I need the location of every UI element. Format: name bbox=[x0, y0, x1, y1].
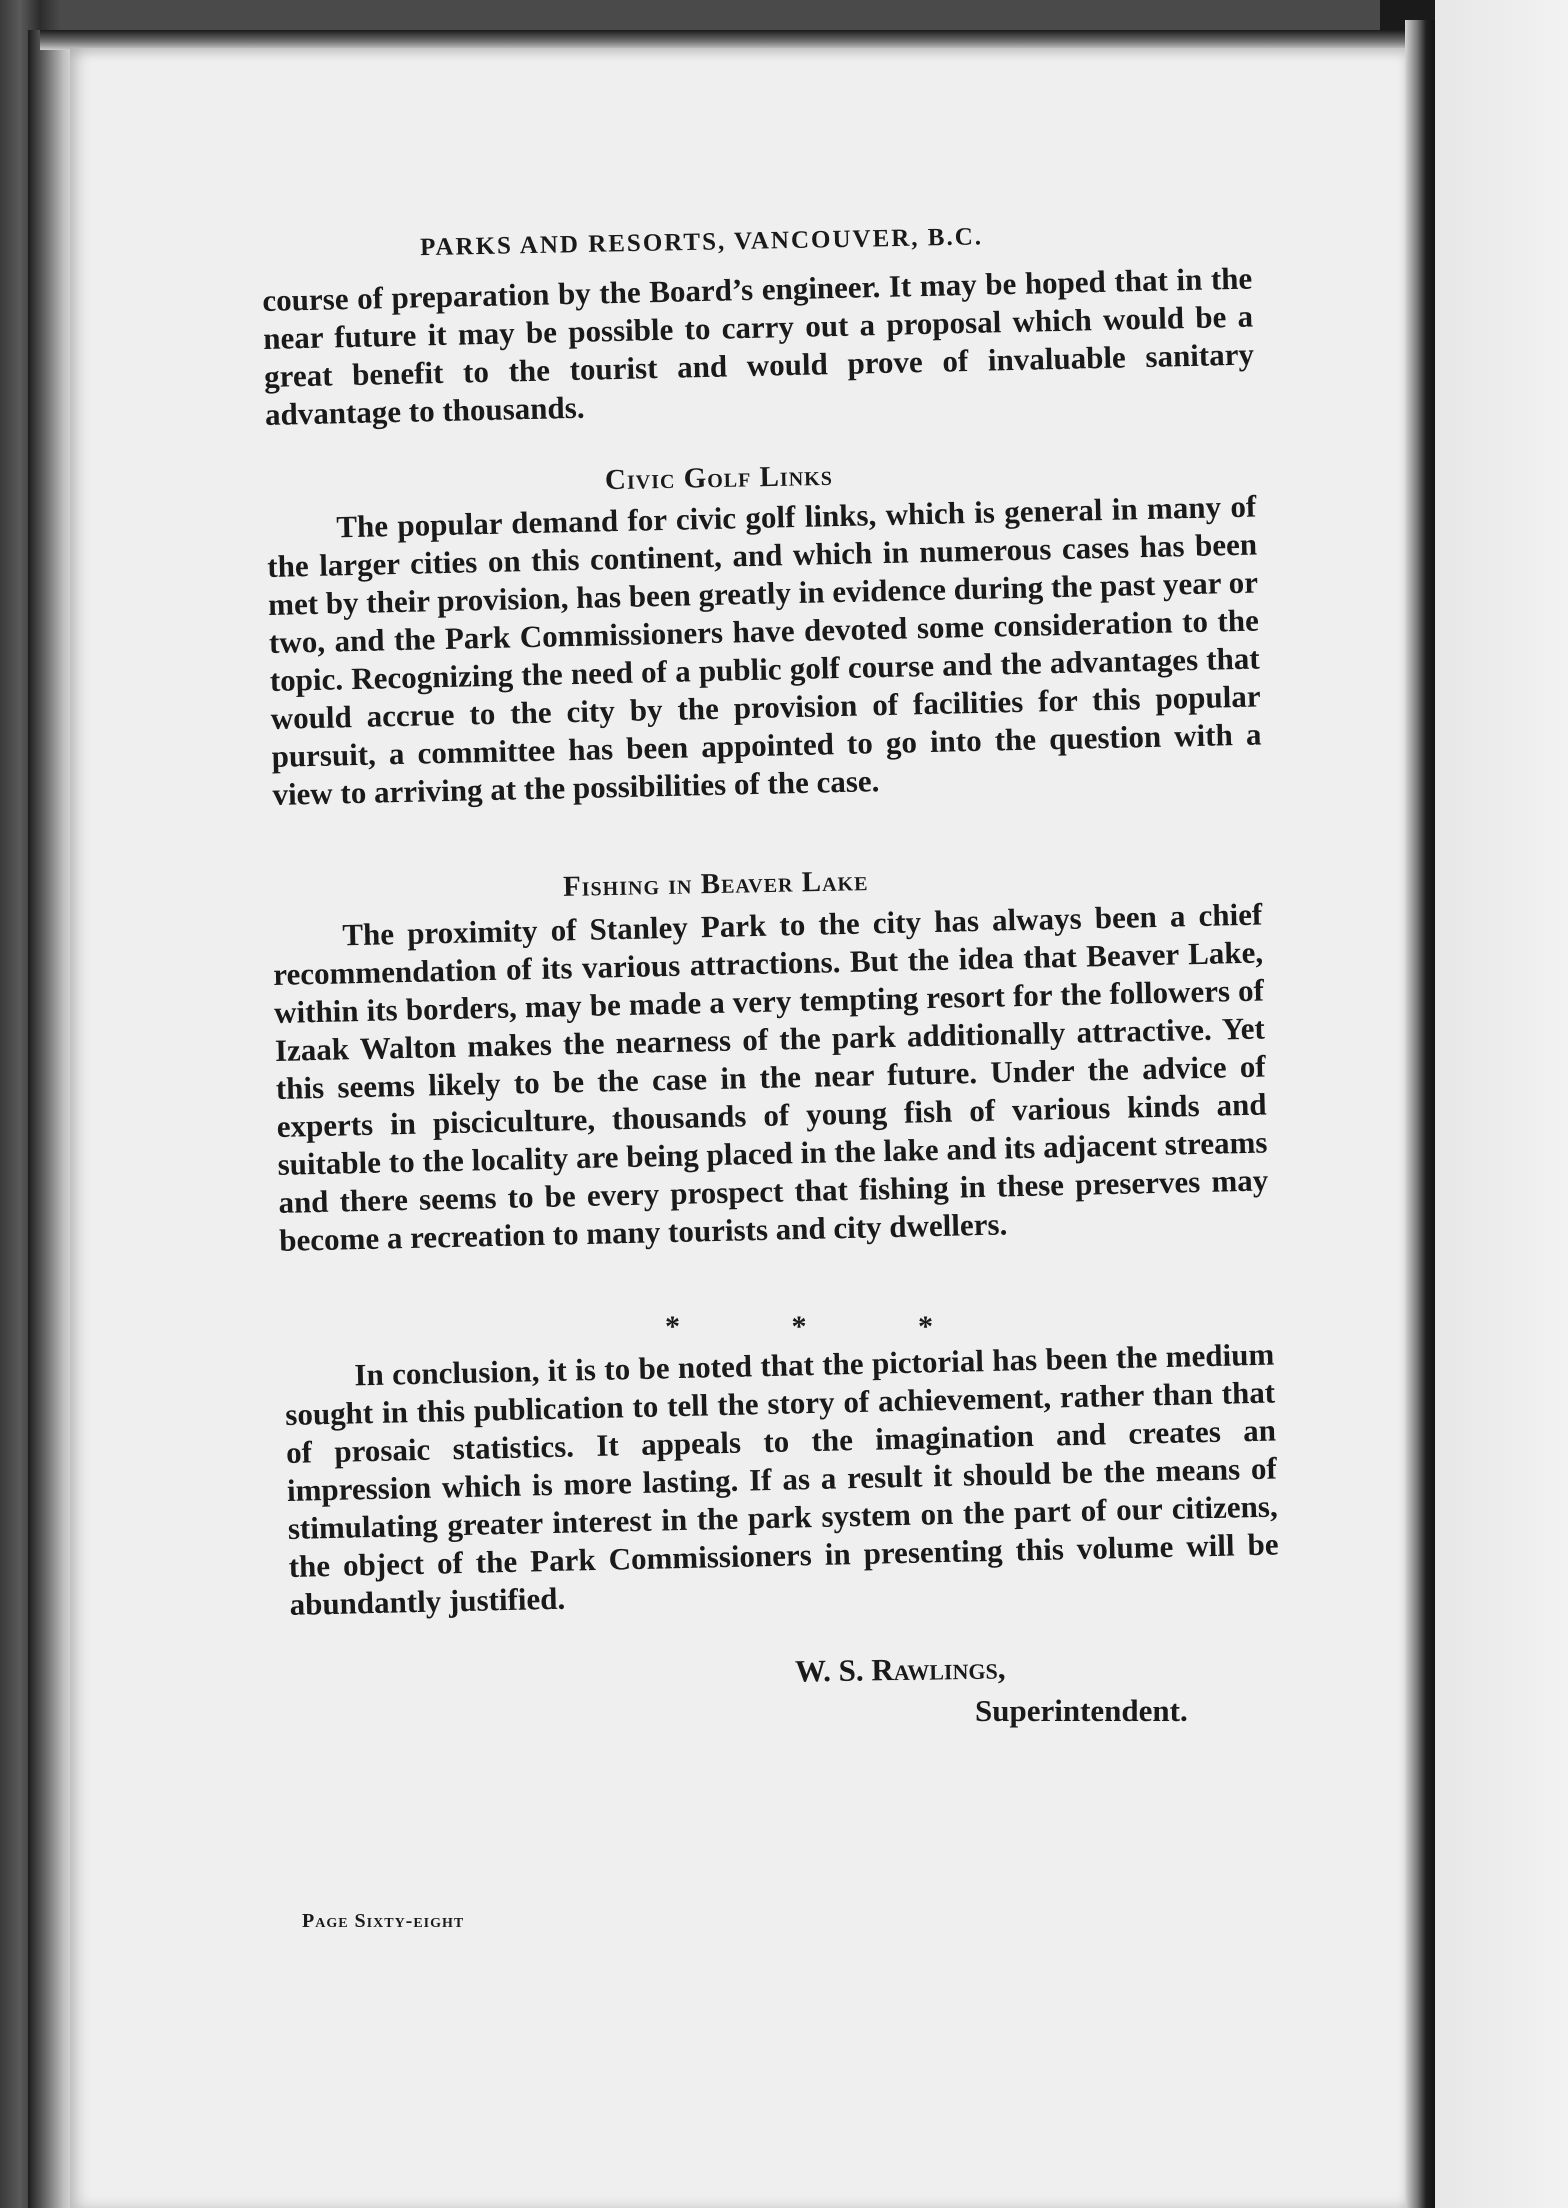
signature-title: Superintendent. bbox=[975, 1693, 1188, 1728]
book-gutter bbox=[1405, 20, 1435, 2208]
section-separator: * * * bbox=[665, 1310, 985, 1343]
fishing-paragraph: The proximity of Stanley Park to the city has always been a chief recommendation of its various attractions. But the idea that Beaver Lake, within its borders, may be made a very tempting resort for the followers of Izaak Walton makes the nearness of the park additionally attractive. Yet this seems likely to be the case in the near future. Under the advice of experts in pisciculture, thousands of young fish of various kinds and suitable to the locality are being placed in the lake and its adjacent streams and there seems to be every prospect that fishing in these preserves may become a recreation to many tourists and city dwellers. bbox=[272, 896, 1269, 1258]
golf-paragraph: The popular demand for civic golf links, which is general in many of the larger cities on this continent, and which in numerous cases has been met by their provision, has been greatly in evidence during the past year or two, and the Park Commissioners have devoted some consideration to the topic. Recognizing the need of a public golf course and the advantages that would accrue to the city by the provision of facilities for this popular pursuit, a committee has been appointed to go into the question with a view to arriving at the possibilities of the case. bbox=[266, 488, 1262, 812]
intro-paragraph: course of preparation by the Board’s engineer. It may be hoped that in the near future it may be possible to carry out a proposal which would be a great benefit to the tourist and would prove of invaluable sanitary advantage to thousands. bbox=[262, 260, 1255, 432]
fishing-paragraph-block bbox=[272, 896, 1270, 1260]
signature-name bbox=[795, 1651, 1006, 1690]
page-folio: Page Sixty-eight bbox=[302, 1910, 465, 1932]
page-edge-left bbox=[28, 30, 72, 2208]
intro-paragraph-block bbox=[262, 260, 1255, 434]
golf-paragraph-block bbox=[266, 488, 1263, 814]
running-head: PARKS AND RESORTS, VANCOUVER, B.C. bbox=[419, 223, 984, 262]
facing-page bbox=[1435, 0, 1568, 2208]
signature-name-text: W. S. Rawlings, bbox=[794, 1650, 1006, 1689]
conclusion-paragraph: In conclusion, it is to be noted that the pictorial has been the medium sought in this publication to tell the story of achievement, rather than that of prosaic statistics. It appeals to the imagination and creates an impression which is more lasting. If as a result it should be the means of stimulating greater interest in the park system on the part of our citizens, the object of the Park Commissioners in presenting this volume will be abundantly justified. bbox=[284, 1336, 1279, 1622]
section-heading-fishing: Fishing in Beaver Lake bbox=[562, 865, 869, 903]
page-edge-top bbox=[40, 30, 1410, 50]
conclusion-paragraph-block bbox=[284, 1336, 1280, 1624]
section-heading-golf: Civic Golf Links bbox=[604, 459, 834, 497]
